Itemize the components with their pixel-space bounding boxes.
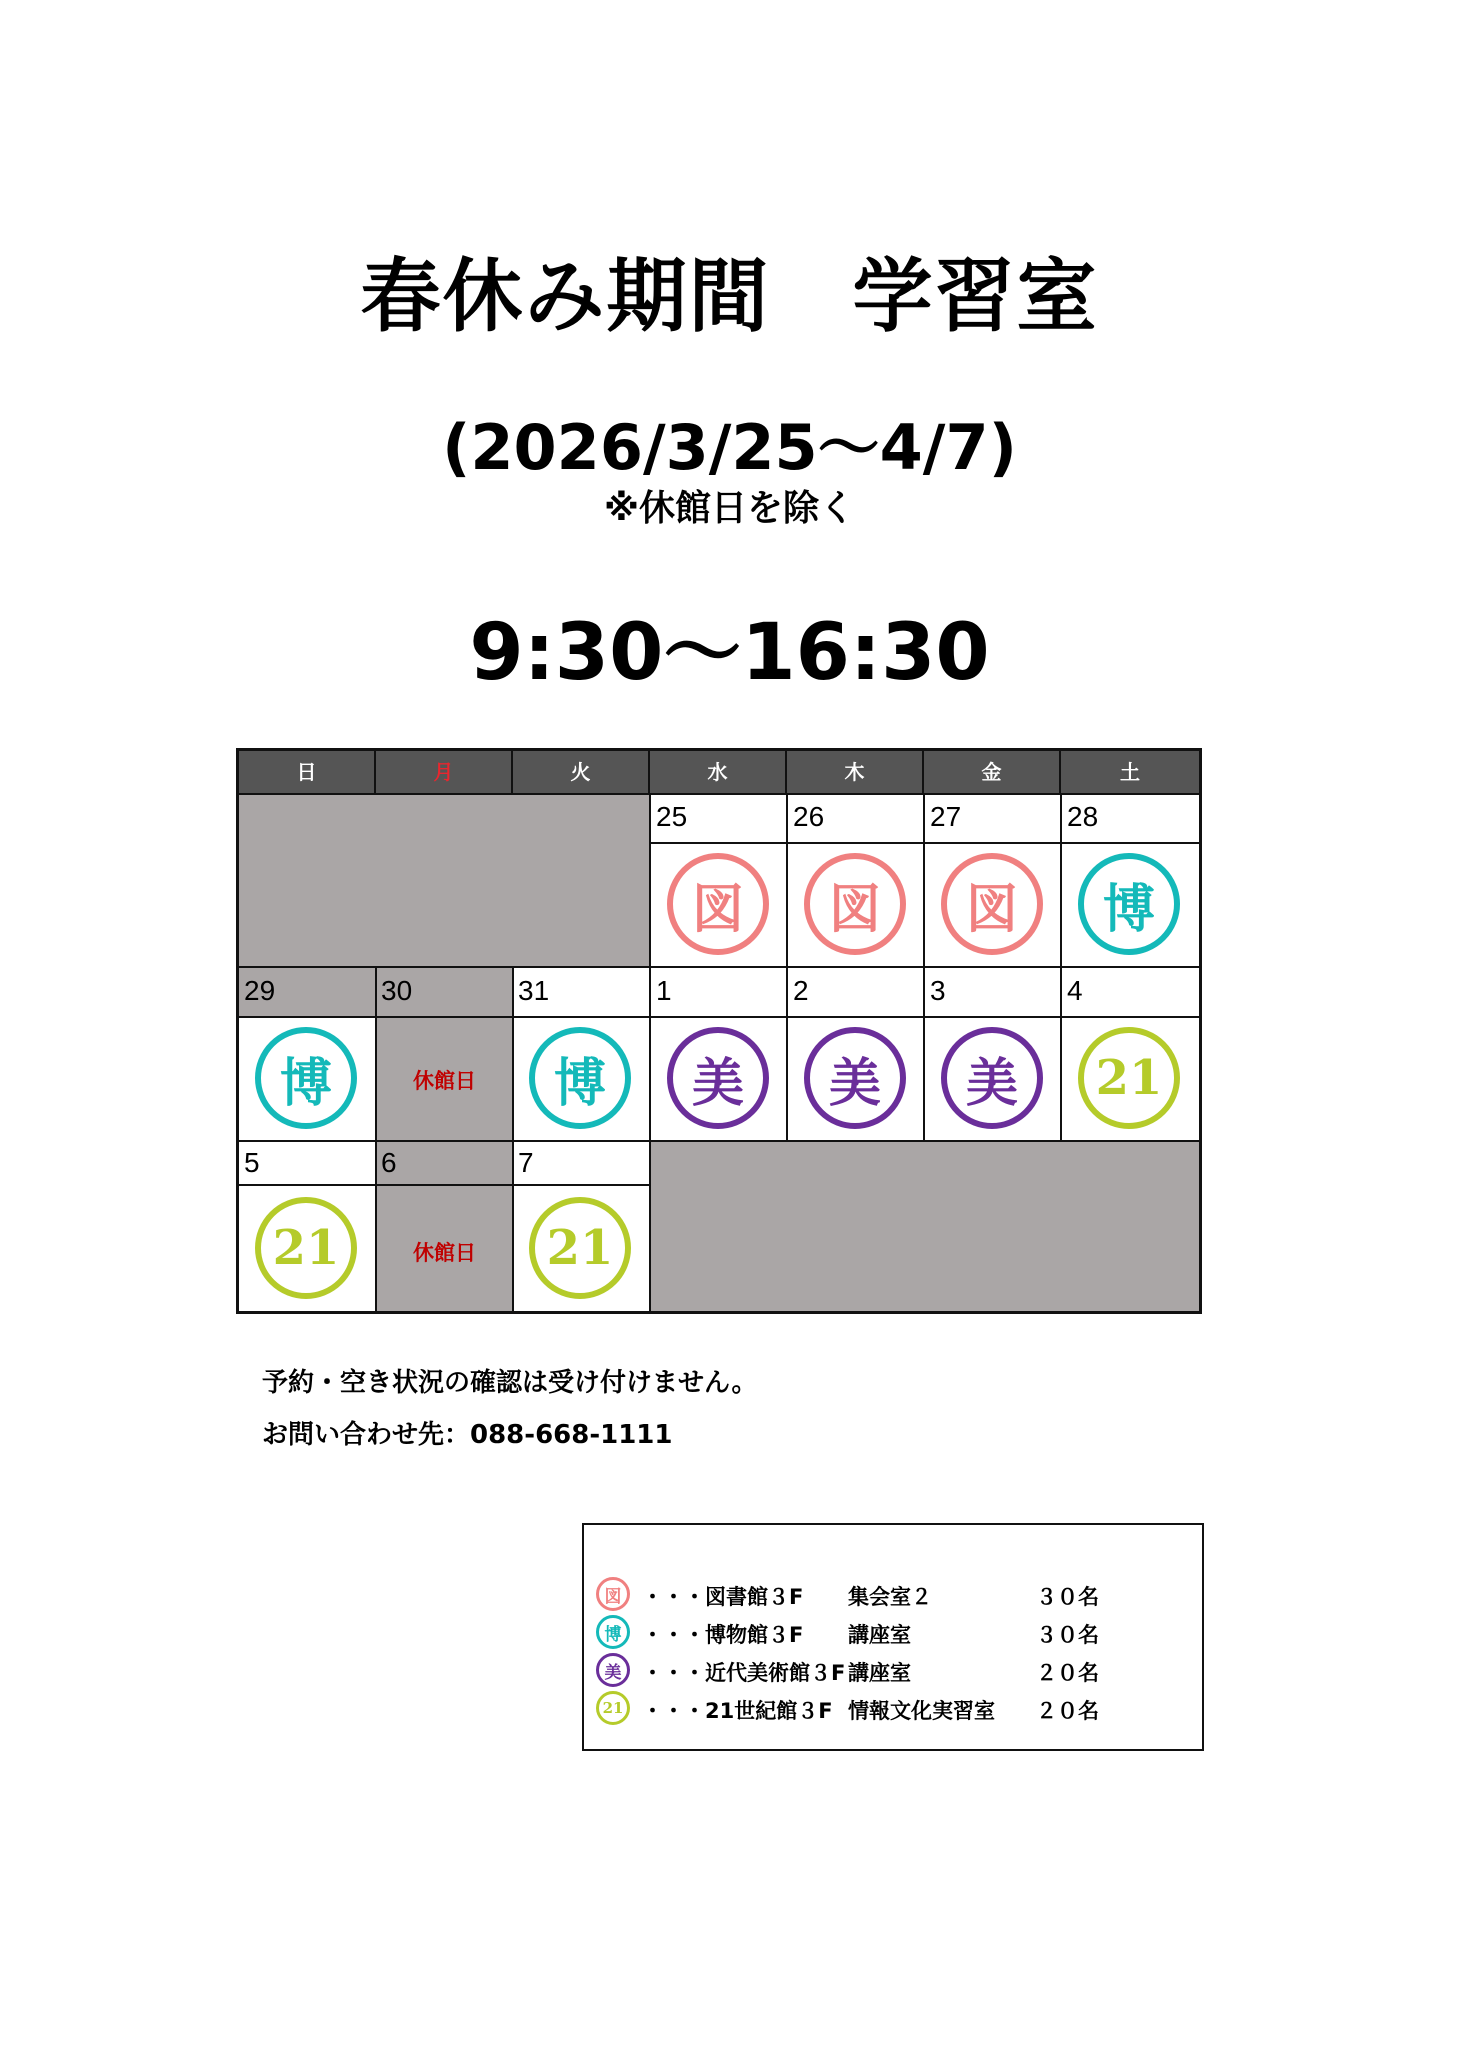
art-museum-stamp-icon: 美 <box>941 1027 1043 1129</box>
legend-room: 講座室 <box>848 1661 911 1685</box>
weekday-wed: 水 <box>650 751 787 793</box>
date-27: 27 <box>930 801 962 832</box>
legend-row-21st-century-hall <box>596 1691 1196 1725</box>
legend-room: 集会室２ <box>848 1585 932 1609</box>
empty-cells-week3 <box>650 1141 1199 1311</box>
library-stamp-icon: 図 <box>596 1577 630 1611</box>
weekday-sat: 土 <box>1061 751 1199 793</box>
opening-hours: 9:30～16:30 <box>469 608 990 698</box>
21st-century-hall-stamp-icon: 21 <box>255 1197 357 1299</box>
museum-stamp-icon: 博 <box>255 1027 357 1129</box>
date-1: 1 <box>656 975 672 1006</box>
calendar <box>236 748 1202 1314</box>
legend-row-art-museum <box>596 1653 1196 1687</box>
weekday-sun: 日 <box>239 751 376 793</box>
legend-place: ・・・博物館３F <box>642 1623 804 1647</box>
museum-stamp-icon: 博 <box>529 1027 631 1129</box>
date-31: 31 <box>518 975 550 1006</box>
library-stamp-icon: 図 <box>941 853 1043 955</box>
date-5: 5 <box>244 1147 260 1178</box>
weekday-thu: 木 <box>787 751 924 793</box>
legend-room: 講座室 <box>848 1623 911 1647</box>
legend-row-library <box>596 1577 1196 1611</box>
legend <box>582 1523 1204 1751</box>
period-range: (2026/3/25～4/7) <box>442 411 1017 484</box>
date-3: 3 <box>930 975 946 1006</box>
legend-capacity: ２０名 <box>1036 1699 1099 1723</box>
library-stamp-icon: 図 <box>804 853 906 955</box>
21st-century-hall-stamp-icon: 21 <box>1078 1027 1180 1129</box>
date-25: 25 <box>656 801 688 832</box>
art-museum-stamp-icon: 美 <box>804 1027 906 1129</box>
date-30: 30 <box>381 975 413 1006</box>
weekday-fri: 金 <box>924 751 1061 793</box>
period-note: ※休館日を除く <box>604 488 855 529</box>
page-title: 春休み期間 学習室 <box>360 250 1099 343</box>
art-museum-stamp-icon: 美 <box>667 1027 769 1129</box>
museum-stamp-icon: 博 <box>1078 853 1180 955</box>
legend-place: ・・・近代美術館３F <box>642 1661 846 1685</box>
date-28: 28 <box>1067 801 1099 832</box>
legend-row-museum <box>596 1615 1196 1649</box>
date-6: 6 <box>381 1147 397 1178</box>
closed-day-label: 休館日 <box>413 1069 476 1093</box>
legend-place: ・・・21世紀館３F <box>642 1699 833 1723</box>
date-4: 4 <box>1067 975 1083 1006</box>
legend-capacity: ３０名 <box>1036 1623 1099 1647</box>
date-7: 7 <box>518 1147 534 1178</box>
date-2: 2 <box>793 975 809 1006</box>
date-29: 29 <box>244 975 276 1006</box>
21st-century-hall-stamp-icon: 21 <box>529 1197 631 1299</box>
legend-capacity: ２０名 <box>1036 1661 1099 1685</box>
legend-capacity: ３０名 <box>1036 1585 1099 1609</box>
contact-info: お問い合わせ先：088-668-1111 <box>262 1420 673 1450</box>
legend-place: ・・・図書館３F <box>642 1585 804 1609</box>
empty-cells-week1 <box>239 793 650 967</box>
date-26: 26 <box>793 801 825 832</box>
legend-room: 情報文化実習室 <box>848 1699 995 1723</box>
library-stamp-icon: 図 <box>667 853 769 955</box>
21st-century-hall-stamp-icon: 21 <box>596 1691 630 1725</box>
museum-stamp-icon: 博 <box>596 1615 630 1649</box>
weekday-tue: 火 <box>513 751 650 793</box>
closed-day-label: 休館日 <box>413 1241 476 1265</box>
reservation-notice: 予約・空き状況の確認は受け付けません。 <box>262 1368 758 1398</box>
weekday-mon: 月 <box>376 751 513 793</box>
art-museum-stamp-icon: 美 <box>596 1653 630 1687</box>
